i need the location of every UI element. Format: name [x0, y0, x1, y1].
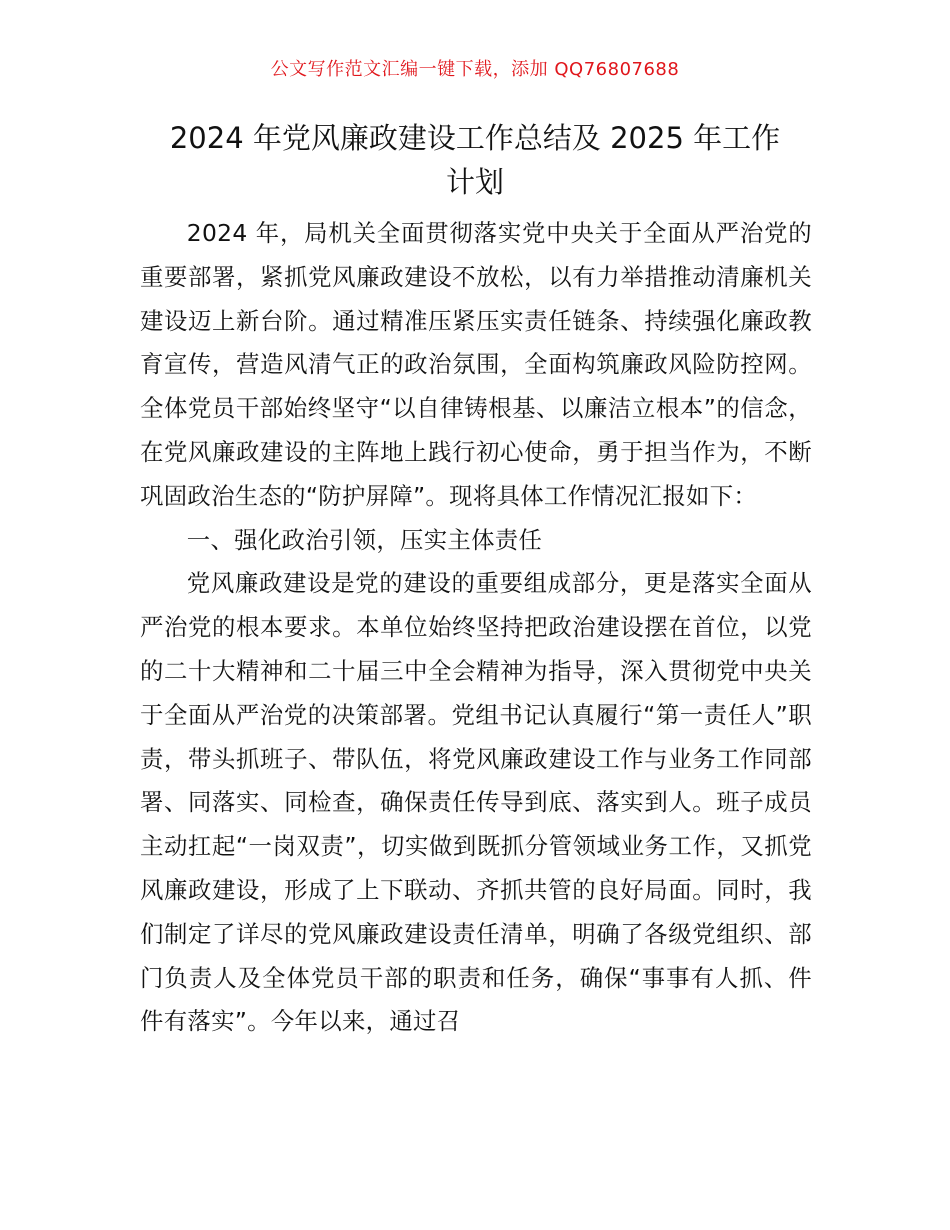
- header-promo-note: 公文写作范文汇编一键下载，添加 QQ76807688: [270, 59, 680, 80]
- intro-paragraph: 2024 年，局机关全面贯彻落实党中央关于全面从严治党的重要部署，紧抓党风廉政建设不放松，以有力举措推动清廉机关建设迈上新台阶。通过精准压紧压实责任链条、持续强化廉政教育宣传，营造风清气正的政治氛围，全面构筑廉政风险防控网。全体党员干部始终坚守“以自律铸根基、以廉洁立根本”的信念，在党风廉政建设的主阵地上践行初心使命，勇于担当作为，不断巩固政治生态的“防护屏障”。现将具体工作情况汇报如下：: [140, 219, 812, 510]
- title-line-1: 2024 年党风廉政建设工作总结及 2025 年工作: [169, 121, 781, 155]
- body-paragraph: 党风廉政建设是党的建设的重要组成部分，更是落实全面从严治党的根本要求。本单位始终坚持把政治建设摆在首位，以党的二十大精神和二十届三中全会精神为指导，深入贯彻党中央关于全面从严治党的决策部署。党组书记认真履行“第一责任人”职责，带头抓班子、带队伍，将党风廉政建设工作与业务工作同部署、同落实、同检查，确保责任传导到底、落实到人。班子成员主动扛起“一岗双责”，切实做到既抓分管领域业务工作，又抓党风廉政建设，形成了上下联动、齐抓共管的良好局面。同时，我们制定了详尽的党风廉政建设责任清单，明确了各级党组织、部门负责人及全体党员干部的职责和任务，确保“事事有人抓、件件有落实”。今年以来，通过召: [140, 569, 812, 1036]
- document-title: [140, 116, 810, 204]
- document-body: [140, 212, 812, 1044]
- title-line-2: 计划: [445, 165, 504, 199]
- section-heading: 一、强化政治引领，压实主体责任: [186, 525, 543, 554]
